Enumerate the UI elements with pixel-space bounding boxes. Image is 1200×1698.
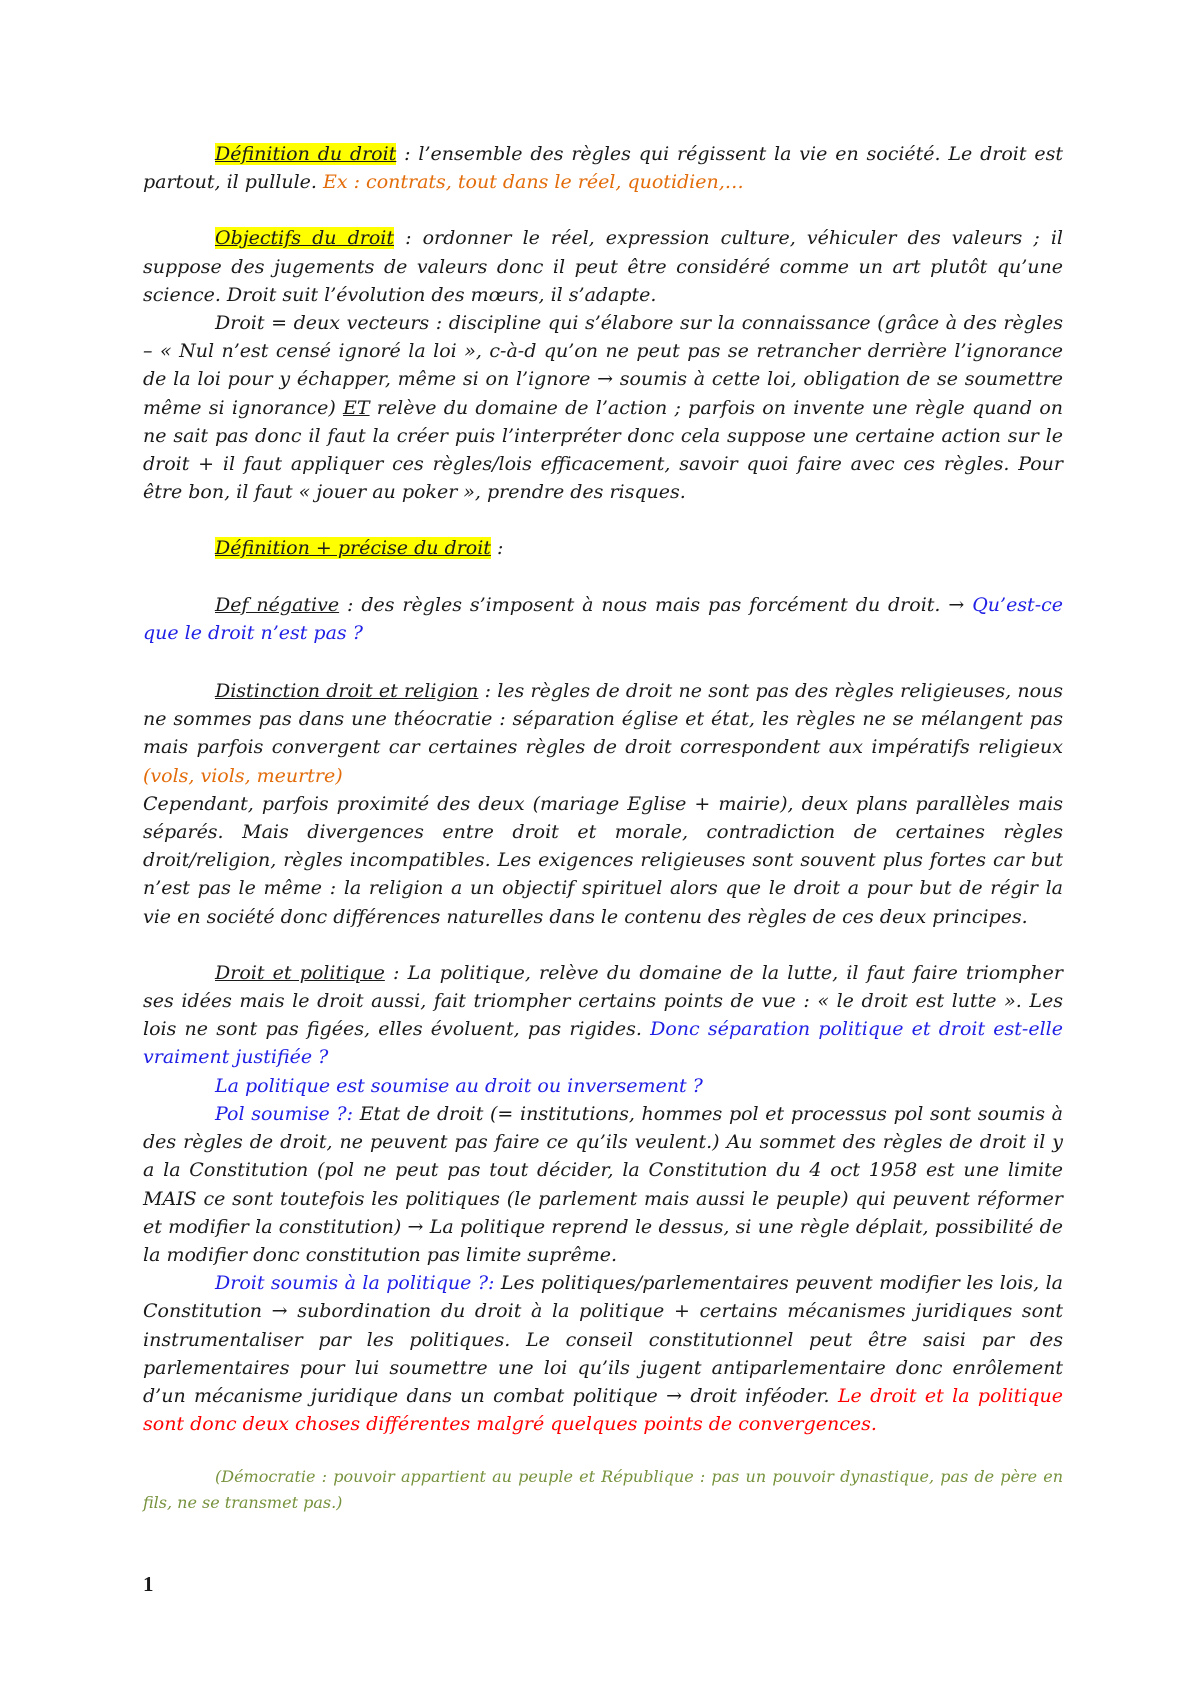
arrow-icon: → <box>948 593 965 616</box>
label-law-subordinate: Droit soumis à la politique ?: <box>215 1272 495 1295</box>
paragraph-law-subordinate: Droit soumis à la politique ?: Les politiques/parlementaires peuvent modifier les lois, la Constitution → subordination du droit à la politique + certains mécanismes juridiques sont instrumentaliser par les politiques. Le conseil constitutionnel peut être saisi par des parlementaires pour lui soumettre une loi qu’ils jugent antiparlementaire donc enrôlement d’un mécanisme juridique dans un combat politique → droit inféoder. Le droit et la politique sont donc deux choses différentes malgré quelques points de convergences. <box>143 1272 1063 1436</box>
arrow-icon: → <box>666 1384 683 1407</box>
heading-law-politics: Droit et politique <box>215 961 385 984</box>
label-politics-subordinate: Pol soumise ?: <box>215 1102 354 1125</box>
paragraph-two-vectors: Droit = deux vecteurs : discipline qui s’élabore sur la connaissance (grâce à des règles – « Nul n’est censé ignoré la loi », c-à-d qu’on ne peut pas se retrancher derrière l’ignorance de la loi pour y échapper, même si on l’ignore → soumis à cette loi, obligation de se soumettre même si ignorance) ET relève du domaine de l’action ; parfois on invente une règle quand on ne sait pas donc il faut la créer puis l’interpréter donc cela suppose une certaine action sur le droit + il faut appliquer ces règles/lois efficacement, savoir quoi faire avec ces règles. Pour être bon, il faut « jouer au poker », prendre des risques. <box>143 312 1064 504</box>
document-page <box>143 140 1063 1516</box>
page-number: 1 <box>143 1572 154 1596</box>
paragraph-politics-subordinate-question: La politique est soumise au droit ou inversement ? <box>215 1074 703 1097</box>
paragraph-law-religion: Distinction droit et religion : les règles de droit ne sont pas des règles religieuses, nous ne sommes pas dans une théocratie : séparation église et état, les règles ne se mélangent pas mais parfois convergent car certaines règles de droit correspondent aux impératifs religieux (vols, viols, meurtre) <box>143 680 1063 787</box>
paragraph-politics-subordinate: Pol soumise ?: Etat de droit (= institutions, hommes pol et processus pol sont soumis à des règles de droit, ne peuvent pas faire ce qu’ils veulent.) Au sommet des règles de droit il y a la Constitution (pol ne peut pas tout décider, la Constitution du 4 oct 1958 est une limite MAIS ce sont toutefois les politiques (le parlement mais aussi le peuple) qui peuvent réformer et modifier la constitution) → La politique reprend le dessus, si une règle déplait, possibilité de la modifier donc constitution pas limite suprême. <box>143 1102 1063 1266</box>
definition-text: l’ensemble des règles qui régissent la vie en société. Le droit est partout, il pullule. <box>143 143 1063 194</box>
paragraph-however: Cependant, parfois proximité des deux (mariage Eglise + mairie), deux plans parallèles mais séparés. Mais divergences entre droit et morale, contradiction de certaines règles droit/religion, règles incompatibles. Les exigences religieuses sont souvent plus fortes car but n’est pas le même : la religion a un objectif spirituel alors que le droit a pour but de régir la vie en société donc différences naturelles dans le contenu des règles de ces deux principes. <box>143 792 1063 928</box>
conclusion-text: Le droit et la politique sont donc deux choses différentes malgré quelques points de convergences. <box>143 1384 1063 1436</box>
et-underlined: ET <box>343 396 370 419</box>
democracy-note: (Démocratie : pouvoir appartient au peuple et République : pas un pouvoir dynastique, pas de père en fils, ne se transmet pas.) <box>143 1467 1063 1513</box>
heading-precise-definition: Définition + précise du droit <box>215 537 491 560</box>
heading-negative-definition: Def négative <box>215 593 340 616</box>
paragraph-law-politics: Droit et politique : La politique, relève du domaine de la lutte, il faut faire triompher ses idées mais le droit aussi, fait triompher certains points de vue : « le droit est lutte ». Les lois ne sont pas figées, elles évoluent, pas rigides. Donc séparation politique et droit est-elle vraiment justifiée ? <box>143 961 1063 1069</box>
paragraph-objectives: Objectifs du droit : ordonner le réel, expression culture, véhiculer des valeurs ; il suppose des jugements de valeurs donc il peut être considéré comme un art plutôt qu’une science. Droit suit l’évolution des mœurs, il s’adapte. <box>143 227 1063 306</box>
religion-example: (vols, viols, meurtre) <box>143 764 343 787</box>
objectives-text: ordonner le réel, expression culture, véhiculer des valeurs ; il suppose des jugements de valeurs donc il peut être considéré comme un art plutôt qu’une science. Droit suit l’évolution des mœurs, il s’adapte. <box>143 227 1063 306</box>
heading-law-religion: Distinction droit et religion <box>215 680 479 703</box>
definition-example: Ex : contrats, tout dans le réel, quotidien,… <box>322 171 744 194</box>
paragraph-definition: Définition du droit : l’ensemble des règles qui régissent la vie en société. Le droit est partout, il pullule. Ex : contrats, tout dans le réel, quotidien,… <box>143 143 1063 194</box>
arrow-icon: → <box>271 1300 288 1323</box>
paragraph-negative-definition: Def négative : des règles s’imposent à nous mais pas forcément du droit. → Qu’est-ce que le droit n’est pas ? <box>143 593 1064 644</box>
heading-definition: Définition du droit <box>215 143 397 165</box>
politics-question: Donc séparation politique et droit est-elle vraiment justifiée ? <box>143 1018 1063 1069</box>
paragraph-precise-definition: Définition + précise du droit : <box>215 537 504 560</box>
heading-objectives: Objectifs du droit <box>215 227 394 250</box>
negative-definition-question: Qu’est-ce que le droit n’est pas ? <box>143 593 1064 644</box>
arrow-icon: → <box>597 368 613 391</box>
arrow-icon: → <box>407 1215 424 1238</box>
